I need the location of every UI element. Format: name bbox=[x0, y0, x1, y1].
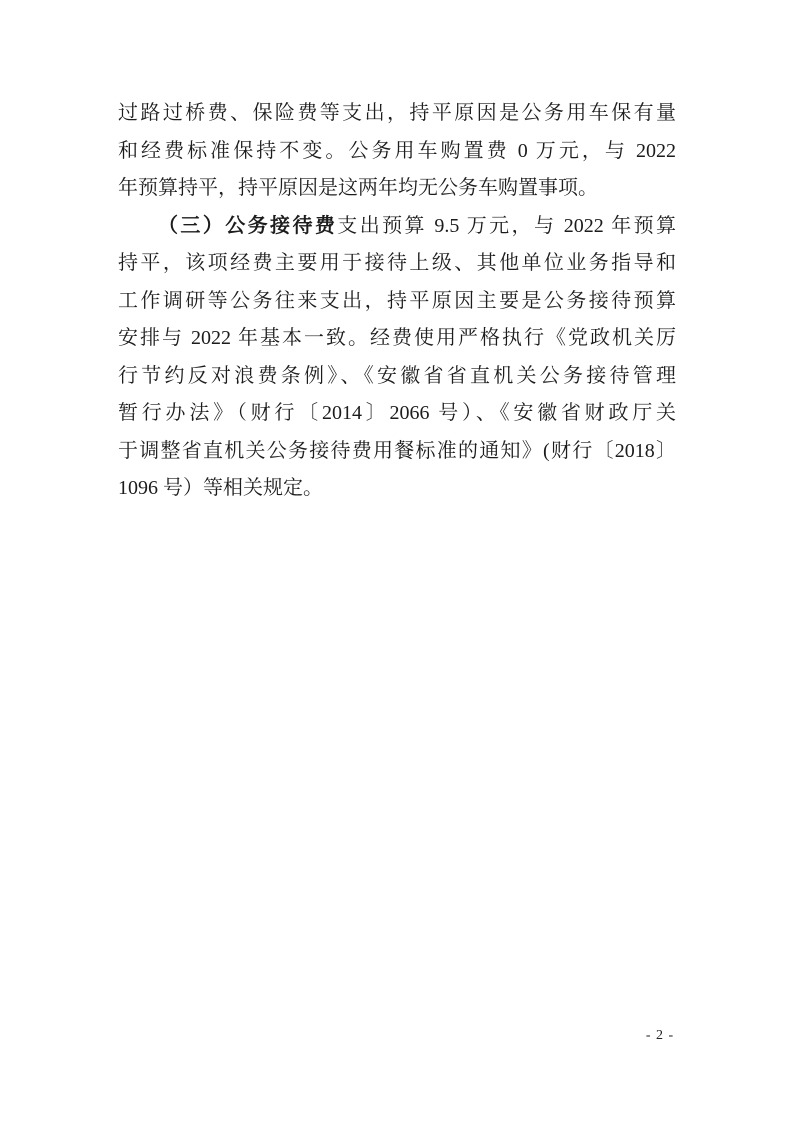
text-line: 行节约反对浪费条例》、《安徽省省直机关公务接待管理 bbox=[118, 364, 676, 387]
page-number: - 2 - bbox=[645, 1028, 675, 1043]
text-line: 于调整省直机关公务接待费用餐标准的通知》(财行〔2018〕 bbox=[118, 439, 676, 462]
document-body bbox=[118, 95, 676, 508]
text-line: 和经费标准保持不变。公务用车购置费 0 万元，与 2022 bbox=[118, 139, 676, 162]
text-line: 过路过桥费、保险费等支出，持平原因是公务用车保有量 bbox=[118, 102, 676, 124]
text-line: 年预算持平，持平原因是这两年均无公务车购置事项。 bbox=[118, 177, 598, 199]
text-line: 工作调研等公务往来支出，持平原因主要是公务接待预算 bbox=[118, 289, 676, 312]
section-heading: （三）公务接待费 bbox=[158, 214, 338, 237]
text-line: 暂行办法》（财行〔2014〕2066 号）、《安徽省财政厅关 bbox=[118, 402, 676, 424]
text-line: 安排与 2022 年基本一致。经费使用严格执行《党政机关厉 bbox=[118, 327, 676, 349]
section-heading-rest: 支出预算 9.5 万元，与 2022 年预算 bbox=[337, 214, 677, 237]
text-line: 持平，该项经费主要用于接待上级、其他单位业务指导和 bbox=[118, 252, 676, 274]
text-line: 1096 号）等相关规定。 bbox=[118, 477, 323, 499]
text-line-paragraph-start bbox=[118, 208, 676, 246]
